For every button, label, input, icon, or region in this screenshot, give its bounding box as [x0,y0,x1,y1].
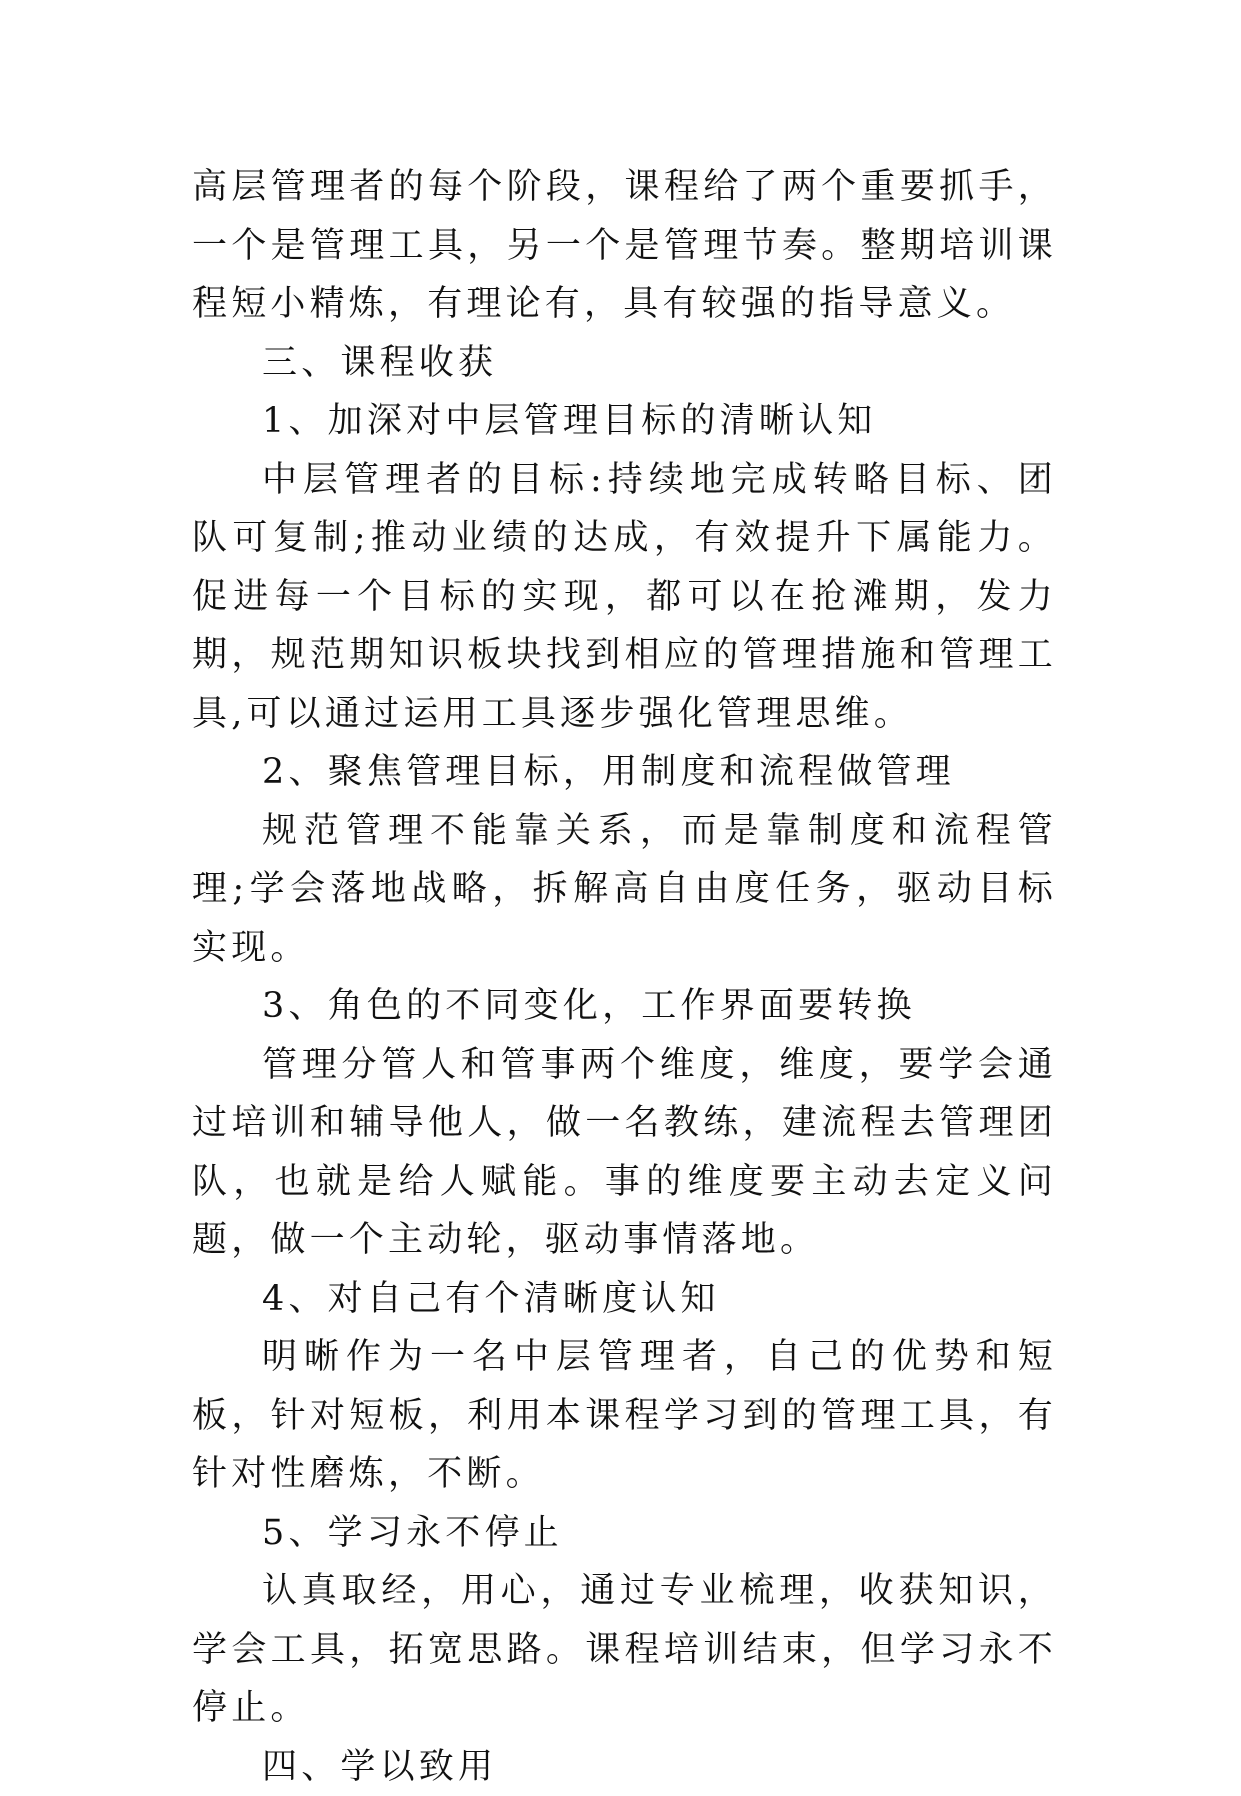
subheading-3: 3、角色的不同变化，工作界面要转换 [192,977,1057,1036]
paragraph-continuation: 高层管理者的每个阶段，课程给了两个重要抓手，一个是管理工具，另一个是管理节奏。整期培训课程短小精炼，有理论有，具有较强的指导意义。 [192,158,1057,334]
paragraph-2: 规范管理不能靠关系，而是靠制度和流程管理;学会落地战略，拆解高自由度任务，驱动目标实现。 [192,802,1057,978]
paragraph-1: 中层管理者的目标:持续地完成转略目标、团队可复制;推动业绩的达成，有效提升下属能力。促进每一个目标的实现，都可以在抢滩期，发力期，规范期知识板块找到相应的管理措施和管理工具,可以通过运用工具逐步强化管理思维。 [192,451,1057,744]
paragraph-4: 明晰作为一名中层管理者，自己的优势和短板，针对短板，利用本课程学习到的管理工具，有针对性磨炼，不断。 [192,1328,1057,1504]
subheading-4: 4、对自己有个清晰度认知 [192,1270,1057,1329]
section-heading-course-gains: 三、课程收获 [192,334,1057,393]
paragraph-5: 认真取经，用心，通过专业梳理，收获知识，学会工具，拓宽思路。课程培训结束，但学习永不停止。 [192,1562,1057,1738]
subheading-5: 5、学习永不停止 [192,1504,1057,1563]
document-body [192,158,1057,1796]
subheading-2: 2、聚焦管理目标，用制度和流程做管理 [192,743,1057,802]
subheading-1: 1、加深对中层管理目标的清晰认知 [192,392,1057,451]
section-heading-apply: 四、学以致用 [192,1738,1057,1796]
paragraph-3: 管理分管人和管事两个维度，维度，要学会通过培训和辅导他人，做一名教练，建流程去管理团队，也就是给人赋能。事的维度要主动去定义问题，做一个主动轮，驱动事情落地。 [192,1036,1057,1270]
